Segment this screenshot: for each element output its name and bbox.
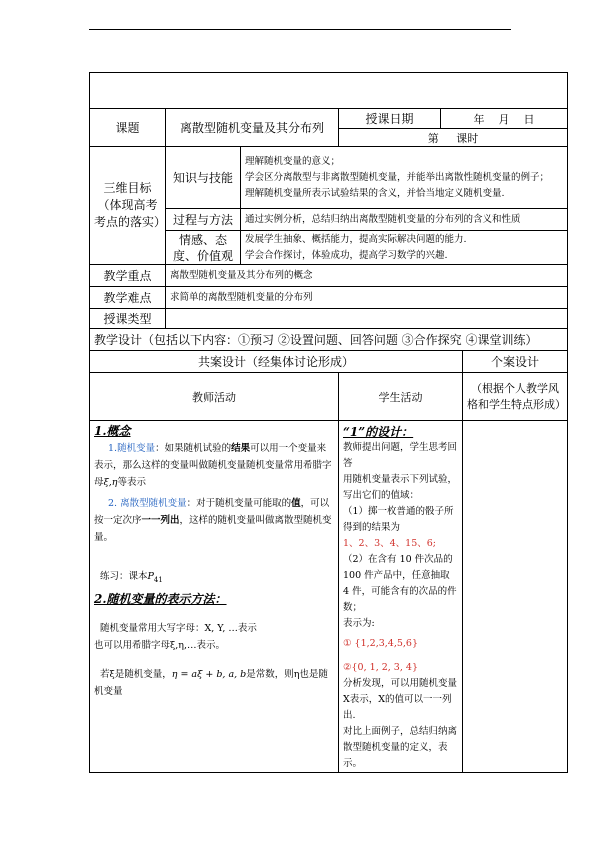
text: 若ξ是随机变量，	[100, 668, 172, 680]
text: 等表示	[117, 477, 146, 488]
student-design-title: “1”的设计：	[343, 425, 414, 439]
text: ：对于随机变量可能取的	[186, 498, 292, 509]
exercise-page-number: 41	[153, 575, 163, 584]
student-line: 教师提出问题，学生思考回答	[343, 442, 458, 469]
concept-random-variable	[94, 440, 334, 491]
shared-design-heading: 共案设计（经集体讨论形成）	[90, 351, 463, 373]
teacher-activity-heading: 教师活动	[90, 373, 339, 421]
item-number: 1.	[108, 443, 118, 454]
key-point-label: 教学重点	[90, 265, 166, 287]
term-discrete-variable: 离散型随机变量	[120, 498, 187, 509]
set-one	[343, 636, 458, 652]
goal-knowledge-line: 学会区分离散型与非离散型随机变量，并能举出离散性随机变量的例子；	[245, 171, 550, 183]
lesson-type-value	[166, 309, 568, 329]
date-label: 授课日期	[339, 109, 441, 129]
goal-knowledge	[241, 147, 568, 209]
bold-text: 一一列出	[141, 515, 180, 526]
goal-label-attitude: 情感、态度、价值观	[166, 231, 241, 265]
exercise-text: 练习：课本	[100, 571, 148, 582]
item-number: 2.	[108, 498, 118, 509]
text: 是常数，则η也是随机变量	[94, 668, 328, 697]
student-line: 分析发现，可以用随机变量X表示，X的值可以一一列出.	[343, 678, 458, 721]
concept-discrete-variable	[94, 495, 334, 546]
design-heading: 教学设计（包括以下内容：①预习 ②设置问题、回答问题 ③合作探究 ④课堂训练）	[90, 329, 568, 351]
greek-symbols: ξ,η	[103, 477, 118, 488]
key-point-value: 离散型随机变量及其分布列的概念	[166, 265, 568, 287]
student-activity-cell	[339, 421, 463, 773]
topic-label: 课题	[90, 109, 166, 147]
goal-process: 通过实例分析，总结归纳出离散型随机变量的分布列的含义和性质	[241, 209, 568, 231]
bold-text: 结果	[231, 443, 251, 454]
text: ，这样的随机变量叫做离散型随机变量。	[94, 515, 332, 543]
lesson-plan-table	[89, 72, 567, 773]
teacher-activity-cell	[90, 421, 339, 773]
difficulty-label: 教学难点	[90, 287, 166, 309]
goal-label-process: 过程与方法	[166, 209, 241, 231]
concept-section-title: 1.概念	[94, 424, 131, 438]
student-line: （1）掷一枚普通的骰子所得到的结果为	[343, 506, 454, 533]
personal-design-heading: 个案设计	[463, 351, 568, 373]
difficulty-value: 求简单的离散型随机变量的分布列	[166, 287, 568, 309]
text: ：如果随机试验的	[155, 443, 232, 454]
representation-line: 随机变量常用大写字母：X, Y, …表示	[100, 622, 257, 634]
lesson-type-label: 授课类型	[90, 309, 166, 329]
blank-header-row	[90, 73, 568, 109]
representation-section-title: 2.随机变量的表示方法：	[94, 591, 227, 606]
formula: η = aξ + b, a, b	[171, 668, 247, 680]
goal-attitude	[241, 231, 568, 265]
goal-attitude-line: 学会合作探讨，体验成功，提高学习数学的兴趣.	[245, 249, 448, 261]
term-random-variable: 随机变量	[117, 443, 156, 454]
personal-note: （根据个人教学风格和学生特点形成）	[463, 373, 568, 421]
exercise-line	[94, 568, 334, 589]
goal-label-knowledge: 知识与技能	[166, 147, 241, 209]
student-line: 对比上面例子，总结归纳离散型随机变量的定义，表示。	[343, 726, 458, 769]
goal-attitude-line: 发展学生抽象、概括能力，提高实际解决问题的能力.	[245, 233, 467, 245]
date-fields: 年 月 日	[441, 109, 568, 129]
goal-knowledge-line: 理解随机变量所表示试验结果的含义，并恰当地定义随机变量.	[245, 187, 505, 199]
goals-label: 三维目标（体现高考考点的落实）	[90, 147, 166, 265]
representation-formula-line	[94, 666, 334, 700]
text: 可以用一个变量来表示，那么这样的变量叫做随机变量随机变量常用希腊字母	[94, 443, 332, 488]
set-one-text: ① {1,2,3,4,5,6}	[343, 638, 418, 649]
header-rule	[89, 29, 511, 30]
text: ，可以按一定次序	[94, 498, 330, 526]
student-activity-heading: 学生活动	[339, 373, 463, 421]
student-line: （2）在含有 10 件次品的 100 件产品中，任意抽取 4 件，可能含有的次品的件数；	[343, 554, 457, 613]
student-line: 用随机变量表示下列试验，写出它们的值域：	[343, 474, 458, 501]
personal-design-cell	[463, 421, 568, 773]
dice-values: 1、2、3、4、15、6;	[343, 538, 437, 549]
student-line: 表示为:	[343, 618, 375, 629]
representation-line: 也可以用希腊字母ξ,η,…表示。	[94, 639, 225, 651]
period-field: 第 课时	[339, 129, 568, 147]
set-two: ②{0, 1, 2, 3, 4}	[343, 662, 418, 673]
bold-text: 值	[291, 498, 301, 509]
goal-knowledge-line: 理解随机变量的意义；	[245, 155, 341, 167]
exercise-page: P	[147, 571, 154, 582]
topic-value: 离散型随机变量及其分布列	[166, 109, 339, 147]
